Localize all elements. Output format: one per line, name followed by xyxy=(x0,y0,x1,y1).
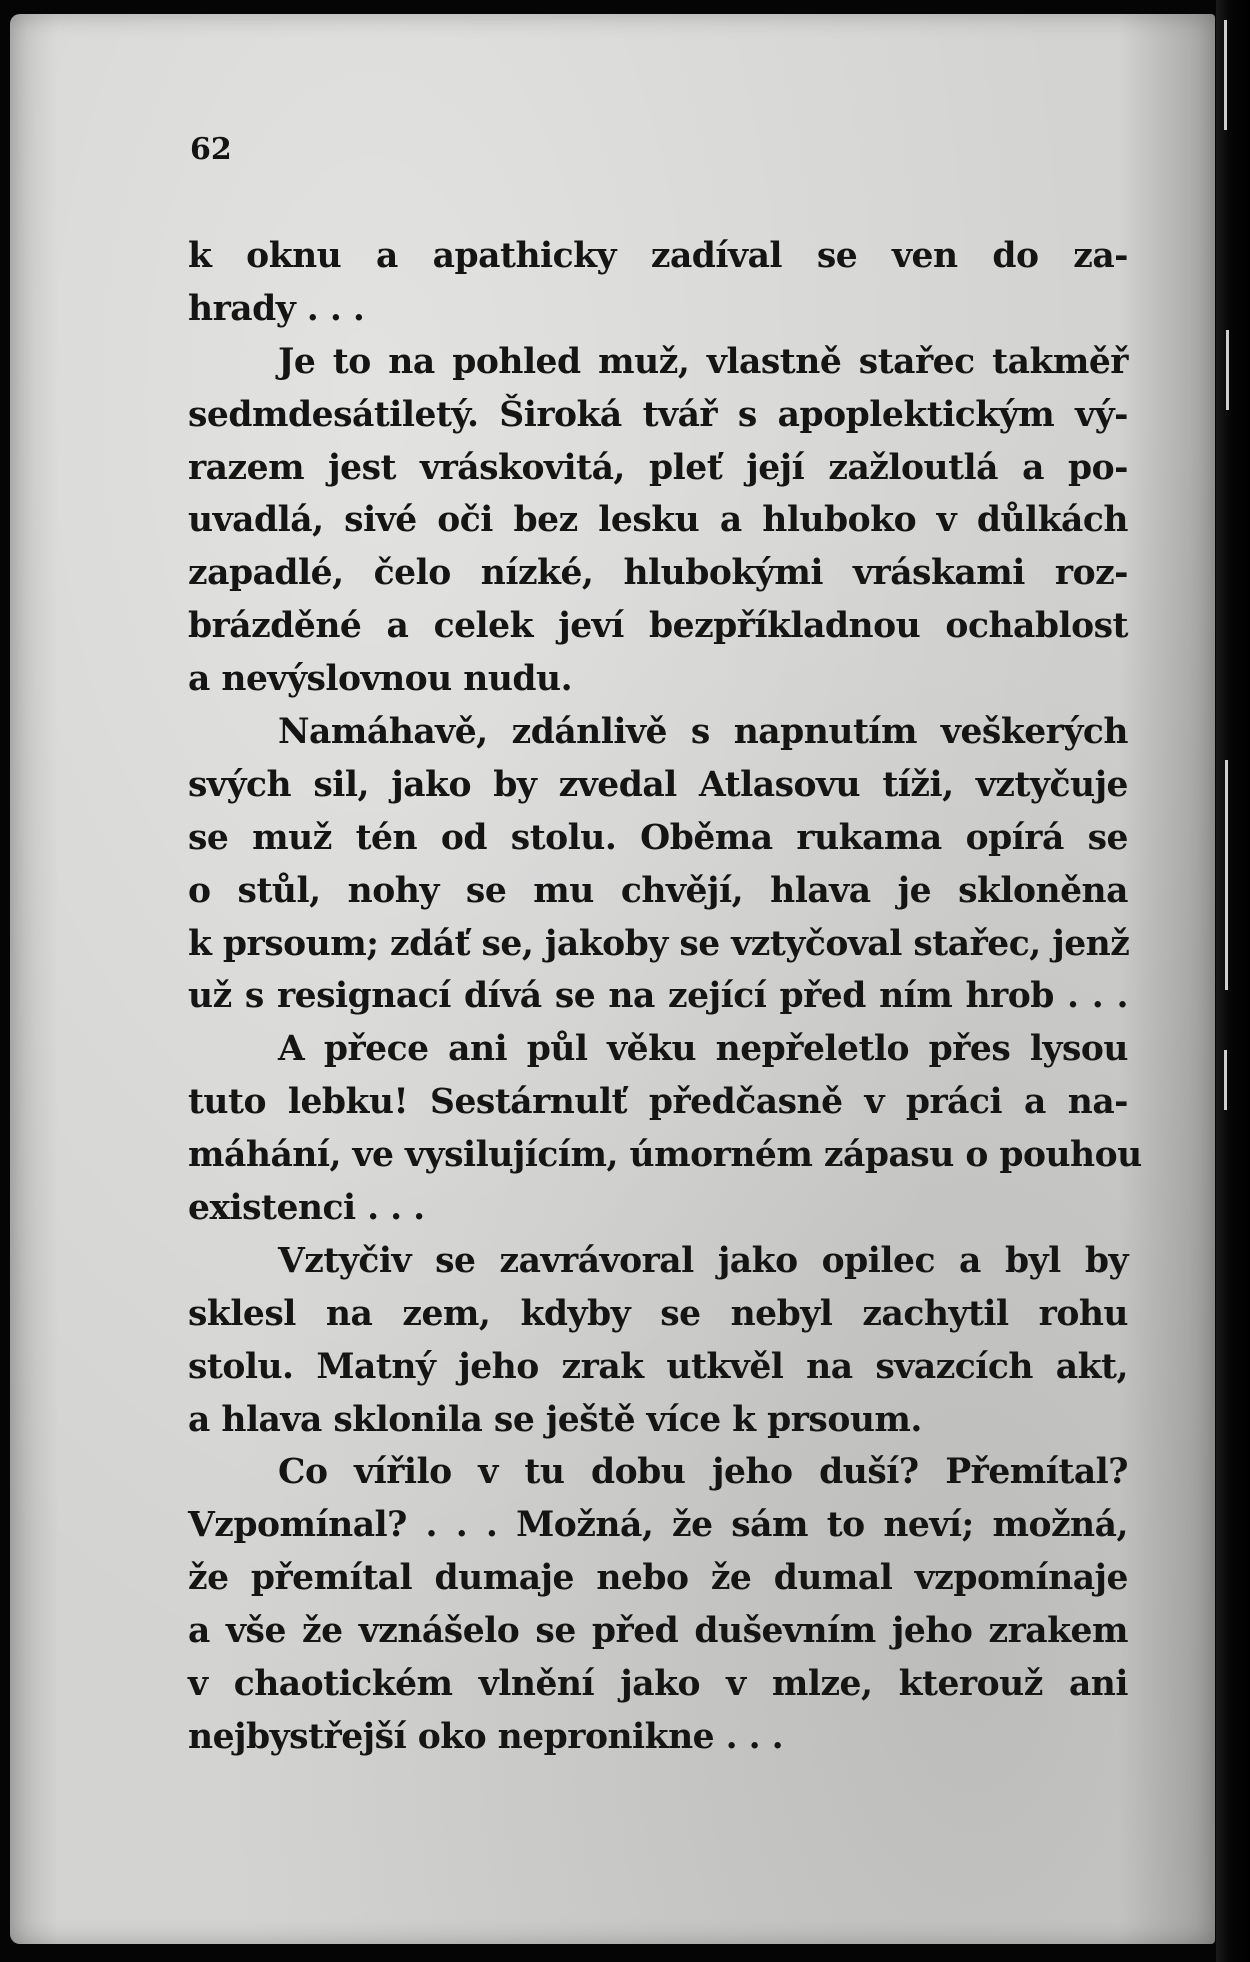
text-line: a vše že vznášelo se před duševním jeho zrakem xyxy=(188,1611,1128,1652)
text-line: Je to na pohled muž, vlastně stařec takměř xyxy=(278,341,1128,382)
text-line: k prsoum; zdáť se, jakoby se vztyčoval stařec, jenž xyxy=(188,923,1130,964)
text-line: Vzpomínal? . . . Možná, že sám to neví; možná, xyxy=(188,1505,1128,1546)
text-line: existenci . . . xyxy=(188,1188,425,1229)
text-line: stolu. Matný jeho zrak utkvěl na svazcích akt, xyxy=(188,1346,1128,1387)
text-line: se muž tén od stolu. Oběma rukama opírá se xyxy=(188,817,1128,858)
text-line: k oknu a apathicky zadíval se ven do za- xyxy=(188,236,1128,276)
text-line: už s resignací dívá se na zející před ním hrob . . . xyxy=(188,976,1128,1017)
edge-mark xyxy=(1225,760,1228,990)
text-line: sklesl na zem, kdyby se nebyl zachytil rohu xyxy=(188,1293,1128,1334)
edge-mark xyxy=(1226,330,1229,410)
text-line: v chaotickém vlnění jako v mlze, kterouž ani xyxy=(188,1664,1128,1705)
text-line: Vztyčiv se zavrávoral jako opilec a byl by xyxy=(278,1240,1128,1281)
text-line: svých sil, jako by zvedal Atlasovu tíži, vztyčuje xyxy=(188,764,1128,805)
book-page xyxy=(10,14,1215,1944)
text-line: máhání, ve vysilujícím, úmorném zápasu o pouhou xyxy=(188,1135,1142,1176)
body-text xyxy=(188,230,1142,1764)
text-line: a hlava sklonila se ještě více k prsoum. xyxy=(188,1399,922,1440)
text-line: že přemítal dumaje nebo že dumal vzpomínaje xyxy=(188,1558,1128,1599)
text-line: o stůl, nohy se mu chvějí, hlava je skloněna xyxy=(188,870,1128,911)
book-binding-edge xyxy=(1216,0,1250,1962)
text-line: razem jest vráskovitá, pleť její zažloutlá a po- xyxy=(188,447,1128,488)
text-line: brázděné a celek jeví bezpříkladnou ochablost xyxy=(188,606,1128,647)
page-number: 62 xyxy=(190,132,232,167)
text-line: hrady . . . xyxy=(188,288,365,329)
text-line: sedmdesátiletý. Široká tvář s apoplektickým vý- xyxy=(188,394,1128,435)
text-line: tuto lebku! Sestárnulť předčasně v práci a na- xyxy=(188,1082,1128,1123)
text-line: Namáhavě, zdánlivě s napnutím veškerých xyxy=(278,712,1128,753)
edge-mark xyxy=(1224,1050,1227,1110)
text-line: zapadlé, čelo nízké, hlubokými vráskami roz- xyxy=(188,553,1128,594)
text-line: uvadlá, sivé oči bez lesku a hluboko v důlkách xyxy=(188,500,1128,541)
text-line: Co vířilo v tu dobu jeho duší? Přemítal? xyxy=(278,1452,1128,1493)
text-line: nejbystřejší oko nepronikne . . . xyxy=(188,1716,784,1757)
text-line: a nevýslovnou nudu. xyxy=(188,659,573,700)
edge-mark xyxy=(1224,20,1227,130)
text-line: A přece ani půl věku nepřeletlo přes lysou xyxy=(278,1029,1128,1070)
